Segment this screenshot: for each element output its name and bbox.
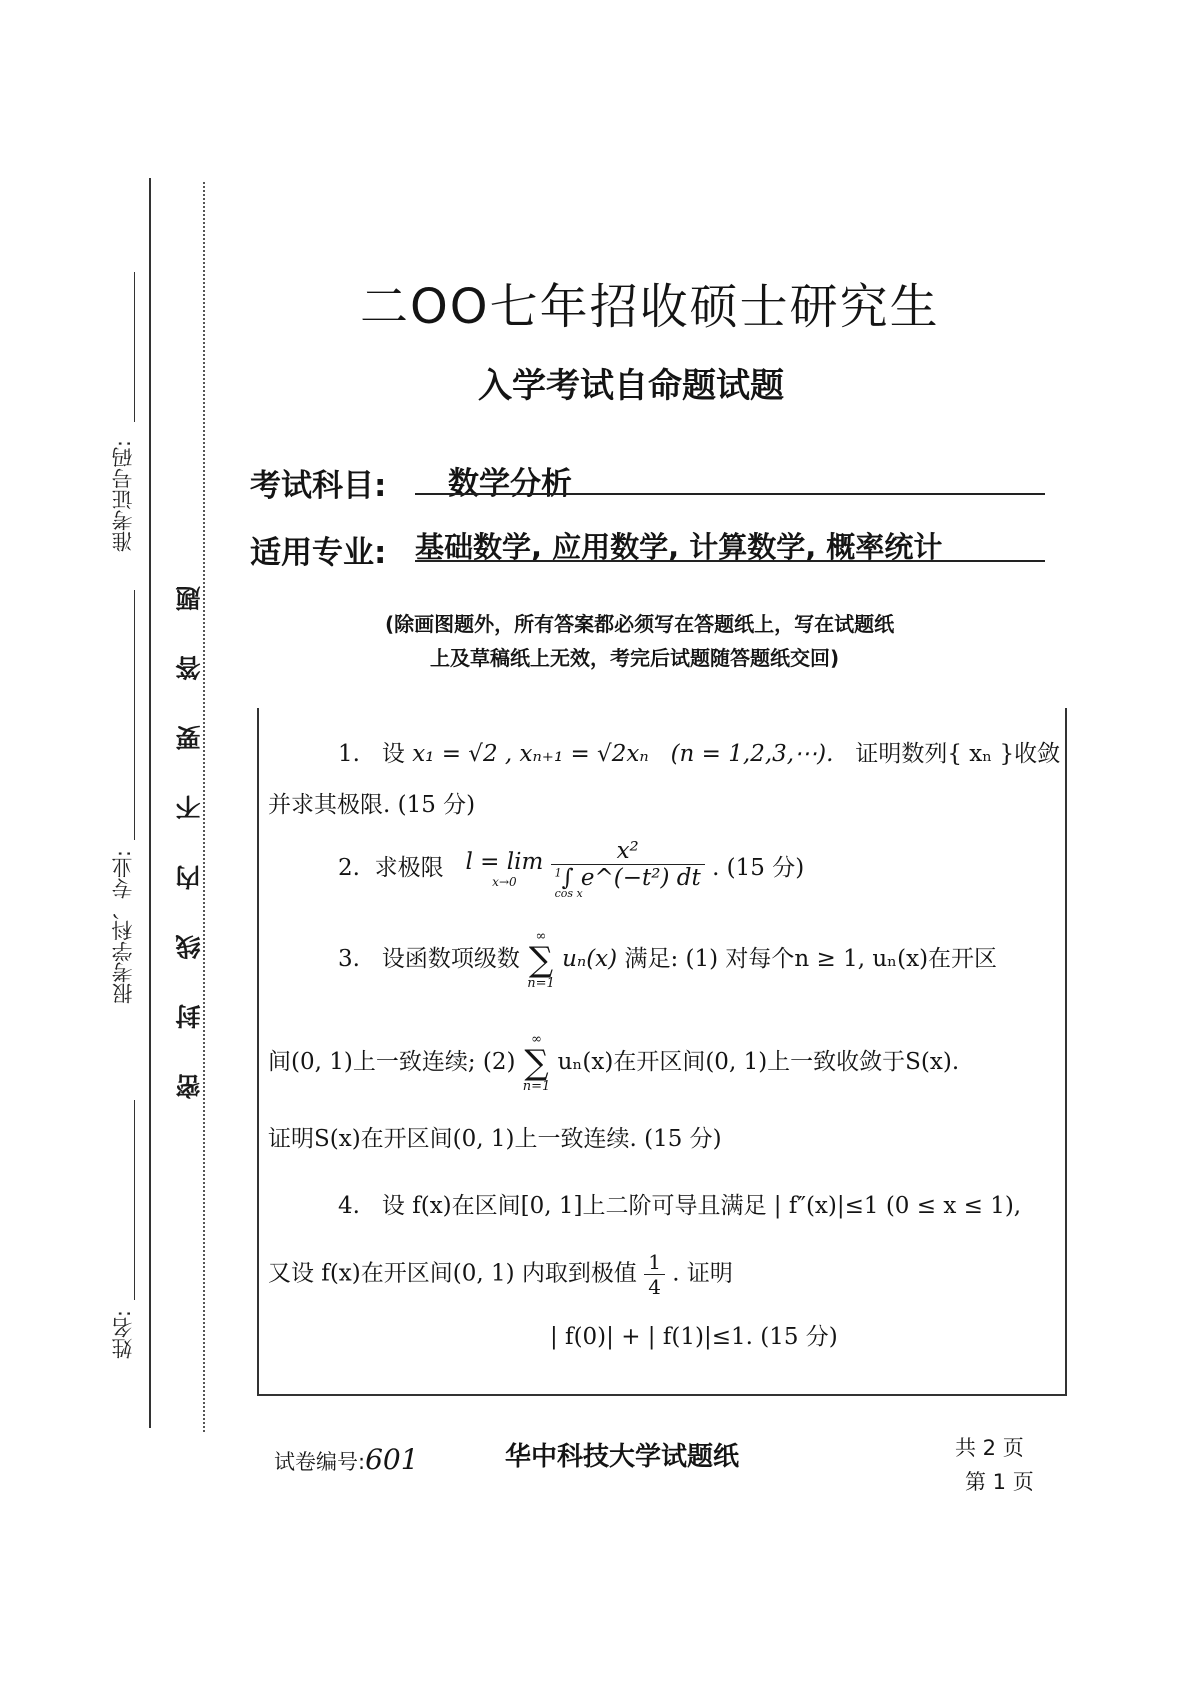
question-1-condition: (n = 1,2,3,⋯). bbox=[670, 741, 834, 767]
question-2-lhs: l = lim bbox=[465, 849, 544, 875]
question-3-sum2-lower: n=1 bbox=[522, 1079, 551, 1094]
sum-sign-icon: ∑ bbox=[528, 940, 554, 980]
name-underline bbox=[134, 1100, 135, 1300]
question-1-prompt: 证明数列{ xₙ }收敛 bbox=[855, 741, 1061, 767]
current-page: 第 1 页 bbox=[965, 1470, 1034, 1494]
sum-sign-icon: ∑ bbox=[524, 1043, 549, 1083]
question-1-number: 1. bbox=[338, 741, 360, 767]
question-2-limit-sub: x→0 bbox=[492, 875, 517, 889]
instruction-line-2: 上及草稿纸上无效，考完后试题随答题纸交回) bbox=[430, 646, 840, 670]
question-3-term: uₙ(x) bbox=[562, 946, 618, 972]
question-3-condition: 满足: (1) 对每个n ≥ 1, bbox=[624, 946, 866, 972]
subject-label: 考试科目: bbox=[250, 468, 387, 504]
question-3-line-3: 证明S(x)在开区间(0, 1)上一致连续. (15 分) bbox=[268, 1126, 722, 1152]
subject-underline bbox=[415, 493, 1045, 495]
question-2-lead: 求极限 bbox=[374, 855, 444, 881]
question-4-line-2 bbox=[268, 1250, 733, 1299]
question-3-line2-lead: 间(0, 1)上一致连续; (2) bbox=[268, 1049, 516, 1075]
page-title: 二OO七年招收硕士研究生 bbox=[360, 279, 940, 335]
question-4-line1-text: 设 f(x)在区间[0, 1]上二阶可导且满足 | f″(x)|≤1 (0 ≤ x ≤ 1), bbox=[381, 1193, 1022, 1219]
total-pages: 共 2 页 bbox=[955, 1436, 1024, 1460]
question-3-line-2 bbox=[268, 1033, 959, 1093]
candidate-id-label: 准考证号码: bbox=[111, 440, 135, 553]
question-2-numerator: x² bbox=[551, 838, 705, 865]
question-4-frac-den: 4 bbox=[648, 1275, 661, 1299]
question-4-line-1 bbox=[338, 1187, 1021, 1220]
question-4-line2-lead: 又设 f(x)在开区间(0, 1) 内取到极值 bbox=[268, 1260, 637, 1287]
major-label: 报考学科、专业: bbox=[111, 850, 135, 1005]
question-2-tail: . (15 分) bbox=[712, 855, 805, 881]
question-3-line2-tail: uₙ(x)在开区间(0, 1)上一致收敛于S(x). bbox=[557, 1049, 960, 1075]
subject-value: 数学分析 bbox=[448, 466, 572, 502]
university-name: 华中科技大学试题纸 bbox=[505, 1442, 740, 1472]
major-underline bbox=[134, 590, 135, 840]
question-3-line1-tail: uₙ(x)在开区 bbox=[872, 946, 998, 972]
paper-number bbox=[274, 1443, 419, 1476]
question-1-lead: 设 bbox=[381, 741, 405, 767]
majors-value: 基础数学, 应用数学, 计算数学, 概率统计 bbox=[415, 530, 943, 564]
question-2-int-upper: 1 bbox=[554, 866, 562, 880]
question-3-lead: 设函数项级数 bbox=[381, 946, 520, 972]
question-2-number: 2. bbox=[338, 855, 360, 881]
question-4-frac-num: 1 bbox=[644, 1250, 665, 1275]
question-3-sum-upper: ∞ bbox=[535, 929, 547, 944]
majors-label: 适用专业: bbox=[250, 535, 387, 571]
question-4-number: 4. bbox=[338, 1193, 360, 1219]
question-3-line-1 bbox=[338, 930, 997, 990]
question-1-line-2: 并求其极限. (15 分) bbox=[268, 792, 476, 818]
question-4-line-3: | f(0)| + | f(1)|≤1. (15 分) bbox=[550, 1324, 838, 1350]
question-2 bbox=[338, 838, 804, 900]
question-3-number: 3. bbox=[338, 946, 360, 972]
question-2-denominator: ∫ e^(−t²) dt bbox=[561, 865, 701, 891]
margin-solid-line bbox=[149, 178, 151, 1428]
seal-notice: 密 封 线 内 不 要 答 题 bbox=[175, 568, 204, 1099]
page-subtitle: 入学考试自命题试题 bbox=[478, 366, 784, 406]
question-4-line2-tail: . 证明 bbox=[672, 1260, 733, 1287]
candidate-id-underline bbox=[134, 272, 135, 422]
paper-number-label: 试卷编号: bbox=[274, 1450, 366, 1474]
question-3-sum-lower: n=1 bbox=[527, 976, 555, 991]
question-3-sum2-upper: ∞ bbox=[531, 1032, 542, 1047]
majors-underline bbox=[415, 560, 1045, 562]
name-label: 姓名: bbox=[111, 1310, 135, 1360]
question-1-line-1 bbox=[338, 735, 1060, 768]
question-1-sequence: x₁ = √2 , xₙ₊₁ = √2xₙ bbox=[412, 741, 649, 767]
question-2-int-lower: cos x bbox=[554, 887, 583, 900]
paper-number-value: 601 bbox=[365, 1443, 419, 1476]
instruction-line-1: (除画图题外，所有答案都必须写在答题纸上，写在试题纸 bbox=[385, 612, 895, 636]
